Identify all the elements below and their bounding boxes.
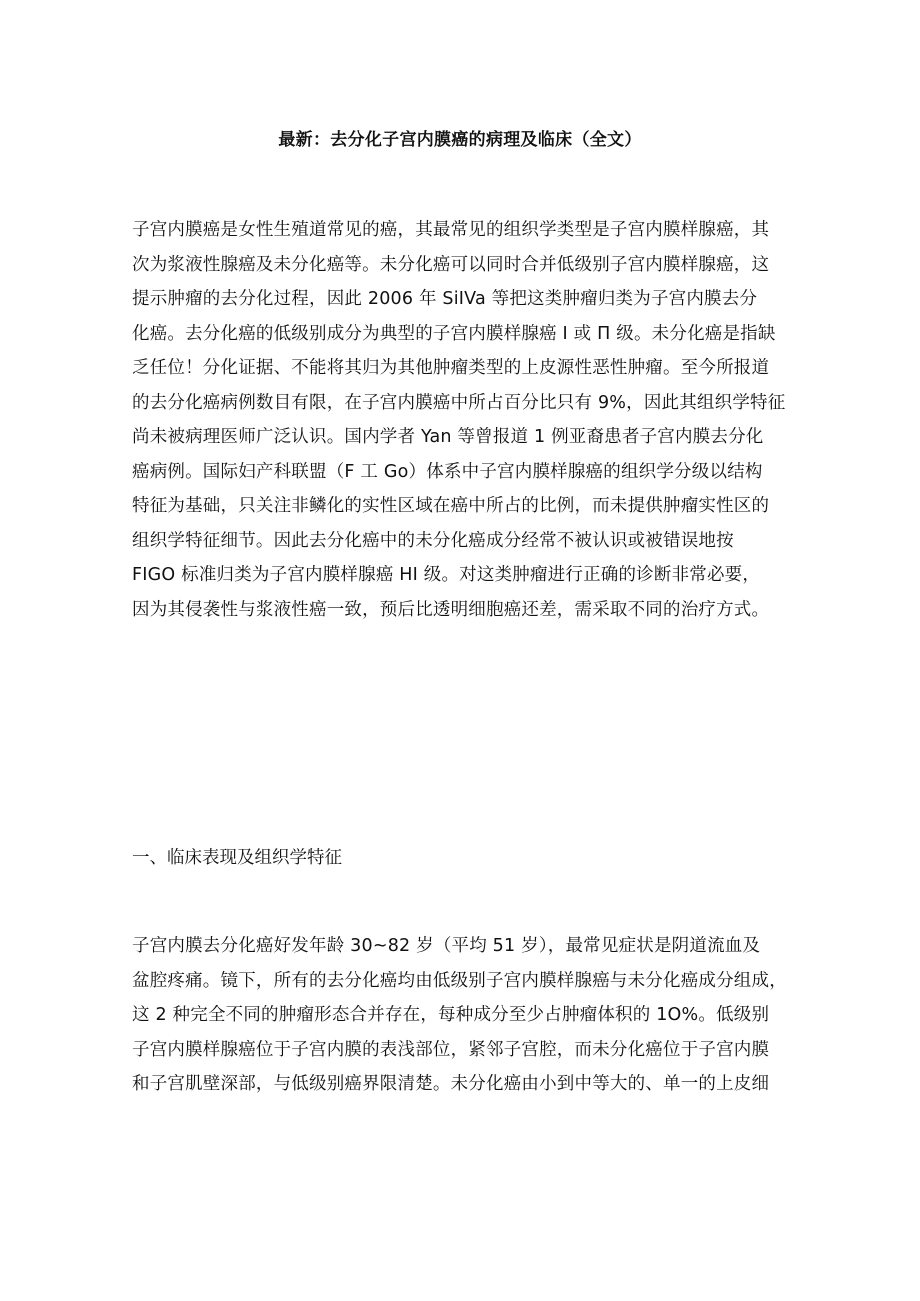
paragraph-intro (132, 213, 804, 627)
paragraph-line: 癌病例。国际妇产科联盟（F 工 Go）体系中子宫内膜样腺癌的组织学分级以结构 (132, 461, 763, 482)
document-title: 最新：去分化子宫内膜癌的病理及临床（全文） (278, 130, 642, 150)
paragraph-line: 盆腔疼痛。镜下，所有的去分化癌均由低级别子宫内膜样腺癌与未分化癌成分组成， (132, 970, 787, 991)
paragraph-line: 的去分化癌病例数目有限，在子宫内膜癌中所占百分比只有 9%，因此其组织学特征 (132, 392, 786, 413)
paragraph-line: 化癌。去分化癌的低级别成分为典型的子宫内膜样腺癌 I 或 П 级。未分化癌是指缺 (132, 323, 776, 344)
paragraph-line: 组织学特征细节。因此去分化癌中的未分化癌成分经常不被认识或被错误地按 (132, 530, 734, 551)
paragraph-line: FIGO 标准归类为子宫内膜样腺癌 HI 级。对这类肿瘤进行正确的诊断非常必要， (132, 565, 761, 585)
paragraph-line: 提示肿瘤的去分化过程，因此 2006 年 SiIVa 等把这类肿瘤归类为子宫内膜去分 (132, 289, 758, 309)
paragraph-line: 和子宫肌壁深部，与低级别癌界限清楚。未分化癌由小到中等大的、单一的上皮细 (132, 1074, 770, 1094)
paragraph-line: 子宫内膜癌是女性生殖道常见的癌，其最常见的组织学类型是子宫内膜样腺癌，其 (132, 220, 770, 240)
paragraph-line: 特征为基础，只关注非鳞化的实性区域在癌中所占的比例，而未提供肿瘤实性区的 (132, 496, 770, 516)
paragraph-line: 尚未被病理医师广泛认识。国内学者 Yan 等曾报道 1 例亚裔患者子宫内膜去分化 (132, 427, 764, 447)
paragraph-line: 子宫内膜去分化癌好发年龄 30~82 岁（平均 51 岁），最常见症状是阴道流血及 (132, 936, 761, 956)
paragraph-clinical (132, 929, 804, 1102)
paragraph-line: 次为浆液性腺癌及未分化癌等。未分化癌可以同时合并低级别子宫内膜样腺癌，这 (132, 254, 770, 275)
section-heading: 一、临床表现及组织学特征 (132, 848, 342, 868)
paragraph-line: 因为其侵袭性与浆液性癌一致，预后比透明细胞癌还差，需采取不同的治疗方式。 (132, 599, 770, 620)
paragraph-line: 乏任位！分化证据、不能将其归为其他肿瘤类型的上皮源性恶性肿瘤。至今所报道 (132, 358, 770, 378)
paragraph-line: 这 2 种完全不同的肿瘤形态合并存在，每种成分至少占肿瘤体积的 1O%。低级别 (132, 1005, 770, 1025)
paragraph-line: 子宫内膜样腺癌位于子宫内膜的表浅部位，紧邻子宫腔，而未分化癌位于子宫内膜 (132, 1039, 770, 1060)
